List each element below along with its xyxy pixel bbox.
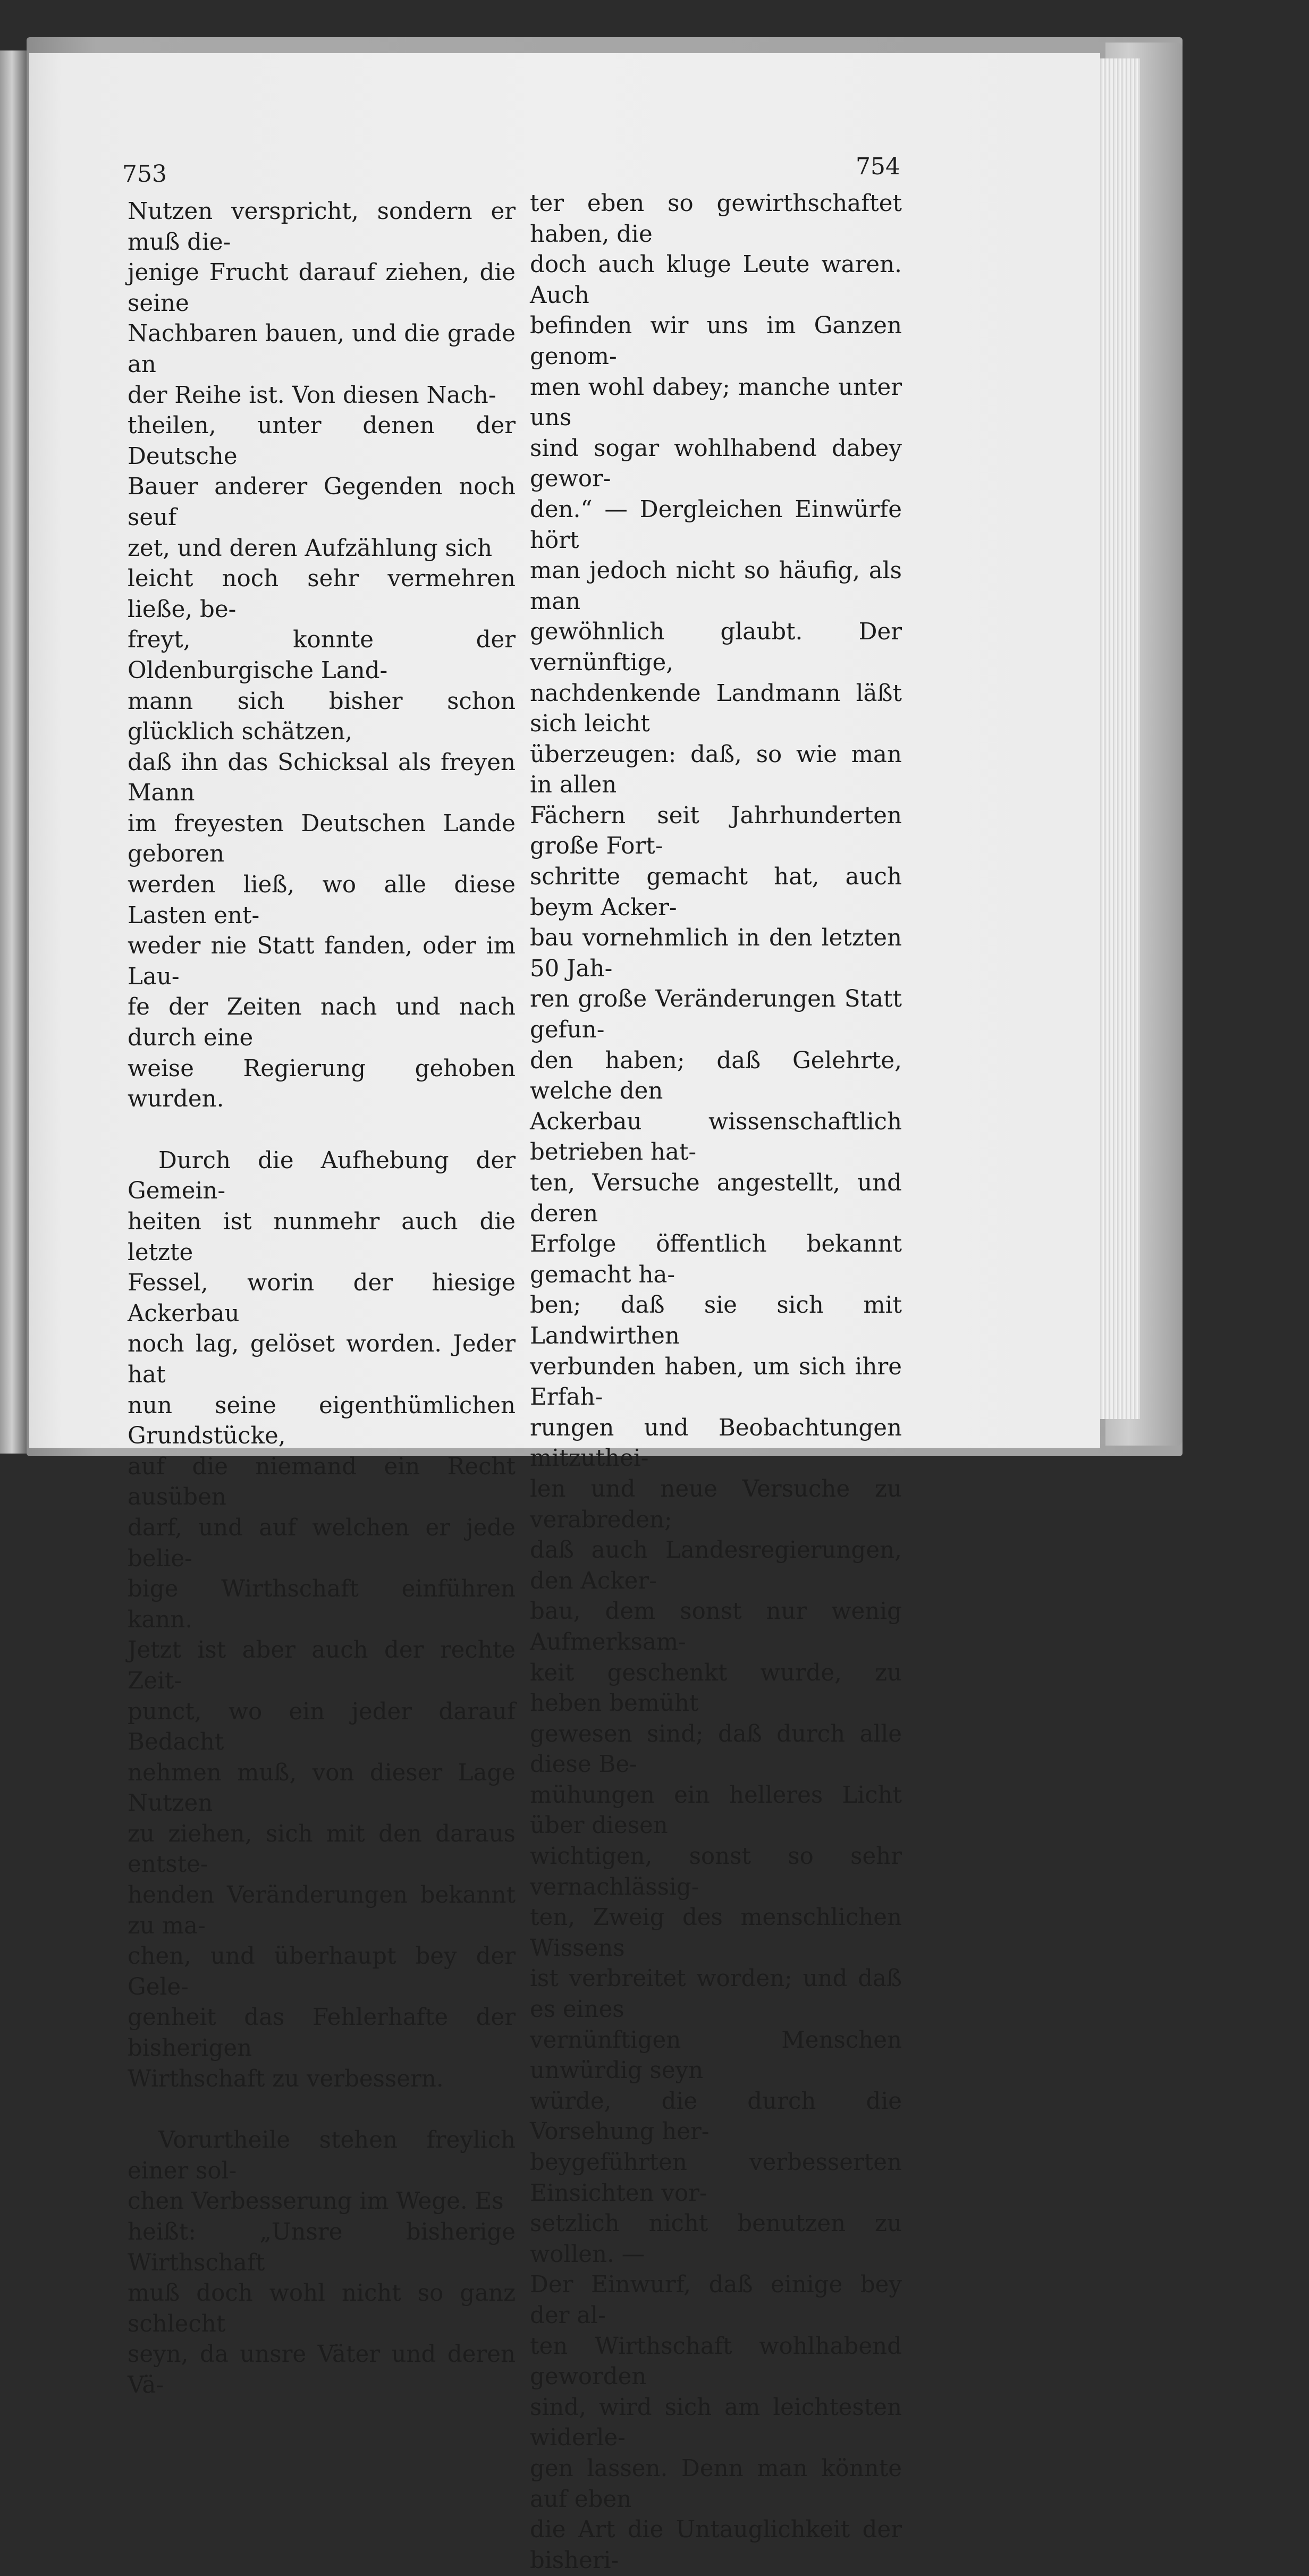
- left-text-column: [128, 197, 516, 2401]
- paragraph: Nutzen verspricht, sondern er muß die- jenige Frucht darauf ziehen, die seine Nachbaren bauen, und die grade an der Reihe ist. Von diesen Nach- theilen, unter denen der Deutsche Bauer anderer Gegenden noch seuf zet, und deren Aufzählung sich leicht noch sehr vermehren ließe, be- freyt, konnte der Oldenburgische Land- mann sich bisher schon glücklich schätzen, daß ihn das Schicksal als freyen Mann im freyesten Deutschen Lande geboren werden ließ, wo alle diese Lasten ent- weder nie Statt fanden, oder im Lau- fe der Zeiten nach und nach durch eine weise Regierung gehoben wurden.: [128, 198, 516, 1113]
- left-page-edge: [0, 50, 27, 1454]
- paragraph: Vorurtheile stehen freylich einer sol- chen Verbesserung im Wege. Es heißt: „Unsre bisherige Wirthschaft muß doch wohl nicht so ganz schlecht seyn, da unsre Väter und deren Vä-: [128, 2127, 516, 2398]
- paragraph: ter eben so gewirthschaftet haben, die doch auch kluge Leute waren. Auch befinden wir uns im Ganzen genom- men wohl dabey; manche unter uns sind sogar wohlhabend dabey gewor- den.“ — Dergleichen Einwürfe hört man jedoch nicht so häufig, als man gewöhnlich glaubt. Der vernünftige, nachdenkende Landmann läßt sich leicht überzeugen: daß, so wie man in allen Fächern seit Jahrhunderten große Fort- schritte gemacht hat, auch beym Acker- bau vornehmlich in den letzten 50 Jah- ren große Veränderungen Statt gefun- den haben; daß Gelehrte, welche den Ackerbau wissenschaftlich betrieben hat- ten, Versuche angestellt, und deren Erfolge öffentlich bekannt gemacht ha- ben; daß sie sich mit Landwirthen verbunden haben, um sich ihre Erfah- rungen und Beobachtungen mitzuthei- len und neue Versuche zu verabreden; daß auch Landesregierungen, den Acker- bau, dem sonst nur wenig Aufmerksam- keit geschenkt wurde, zu heben bemüht gewesen sind; daß durch alle diese Be- mühungen ein helleres Licht über diesen wichtigen, sonst so sehr vernachlässig- ten, Zweig des menschlichen Wissens ist verbreitet worden; und daß es eines vernünftigen Menschen unwürdig seyn würde, die durch die Vorsehung her- beygeführten verbesserten Einsichten vor- setzlich nicht benutzen zu wollen. — Der Einwurf, daß einige bey der al- ten Wirthschaft wohlhabend geworden sind, wird sich am leichtesten widerle- gen lassen. Denn man könnte auf eben die Art die Untauglichkeit der bisheri-: [530, 190, 902, 2574]
- page-number-left: 753: [122, 161, 167, 188]
- page-number-right: 754: [856, 153, 900, 180]
- paragraph: Durch die Aufhebung der Gemein- heiten ist nunmehr auch die letzte Fessel, worin der hiesige Ackerbau noch lag, gelöset worden. Jeder hat nun seine eigenthümlichen Grundstücke, auf die niemand ein Recht ausüben darf, und auf welchen er jede belie- bige Wirthschaft einführen kann. Jetzt ist aber auch der rechte Zeit- punct, wo ein jeder darauf Bedacht nehmen muß, von dieser Lage Nutzen zu ziehen, sich mit den daraus entste- henden Veränderungen bekannt zu ma- chen, und überhaupt bey der Gele- genheit das Fehlerhafte der bisherigen Wirthschaft zu verbessern.: [128, 1147, 516, 2092]
- right-text-column: [530, 189, 902, 2576]
